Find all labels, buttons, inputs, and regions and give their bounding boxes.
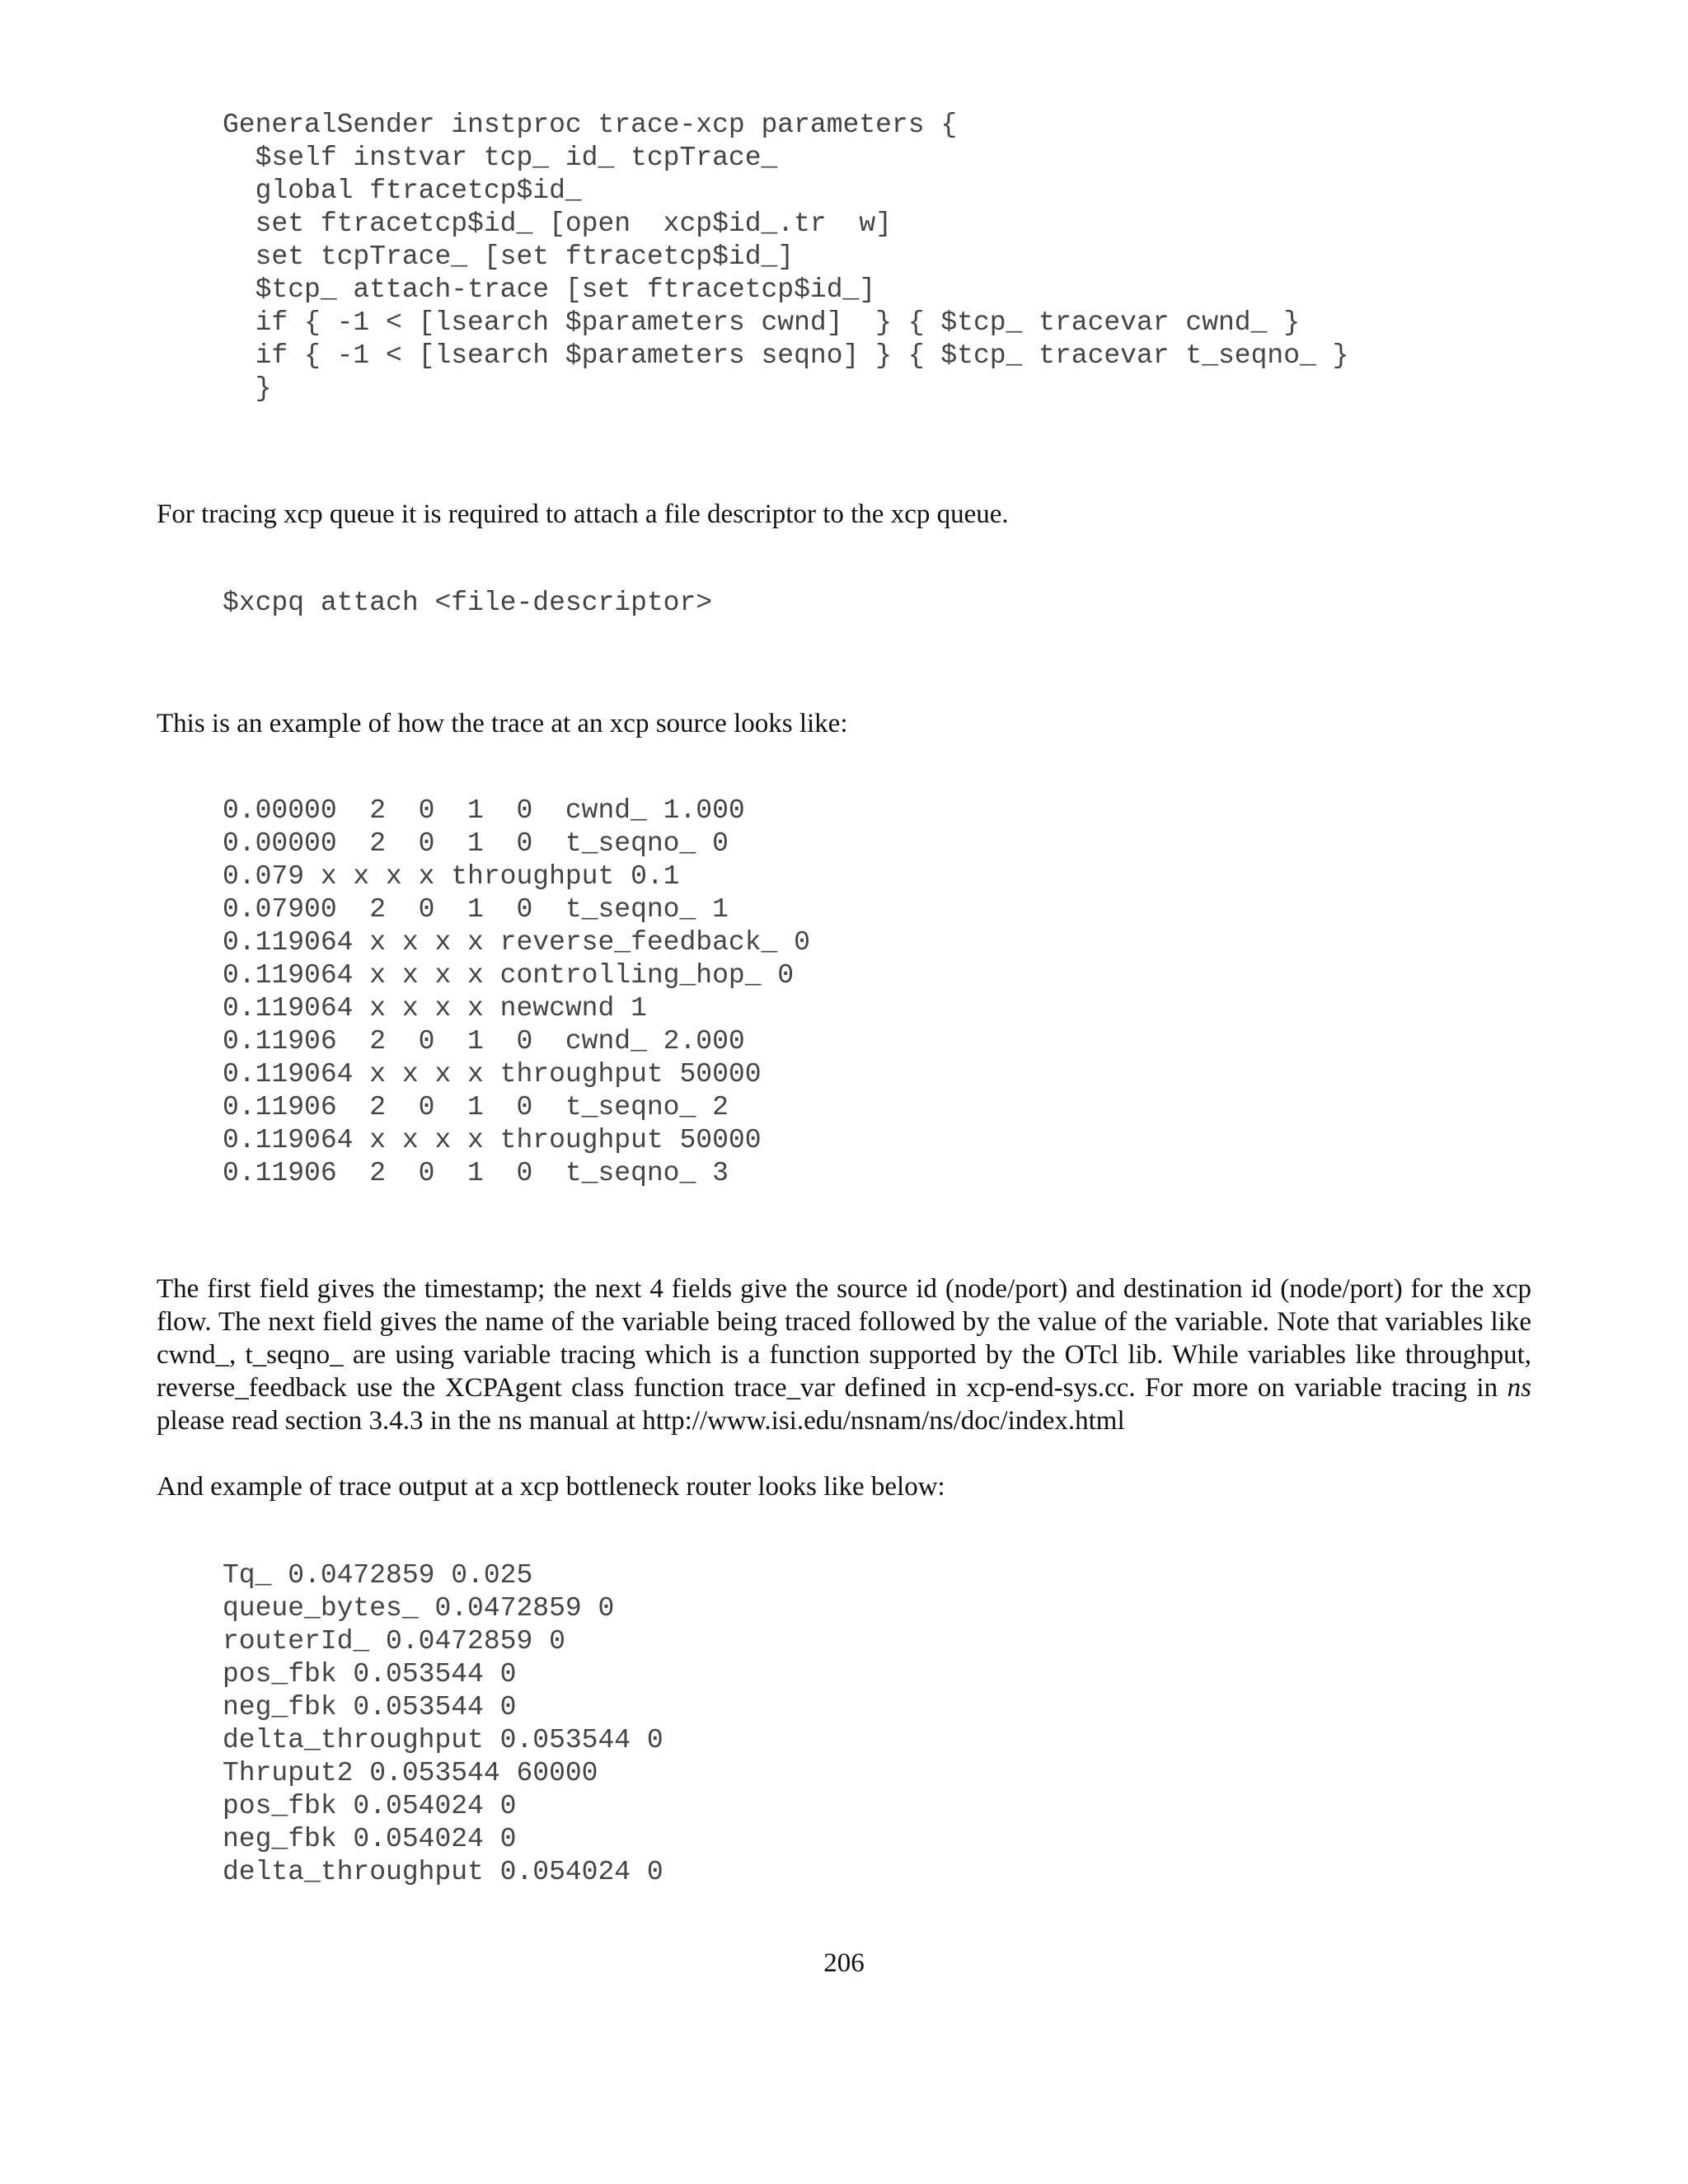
paragraph-router-trace-intro: And example of trace output at a xcp bottleneck router looks like below:	[157, 1472, 945, 1502]
paragraph-text: The first field gives the timestamp; the next 4 fields give the source id (node/port) and destination id (node/port) for the xcp flow. The next field gives the name of the variable being traced followed by the value of the variable. Note that variables like cwnd_, t_seqno_ are using variable tracing which is a function supported by the OTcl lib. While variables like throughput, reverse_feedback use the XCPAgent class function trace_var defined in xcp-end-sys.cc. For more on variable tracing in	[157, 1274, 1531, 1403]
code-block-router-trace	[223, 1559, 663, 1889]
code-line: 0.119064 x x x x throughput 50000	[223, 1059, 762, 1090]
code-line: pos_fbk 0.054024 0	[223, 1791, 517, 1821]
code-line: 0.119064 x x x x throughput 50000	[223, 1125, 762, 1155]
code-line: $tcp_ attach-trace [set ftracetcp$id_]	[223, 274, 876, 305]
code-line: queue_bytes_ 0.0472859 0	[223, 1593, 615, 1624]
code-line: 0.119064 x x x x reverse_feedback_ 0	[223, 927, 810, 958]
code-line: delta_throughput 0.053544 0	[223, 1725, 663, 1755]
code-line: set ftracetcp$id_ [open xcp$id_.tr w]	[223, 209, 892, 239]
code-block-xcpq-attach	[223, 587, 712, 620]
paragraph-xcp-queue-tracing: For tracing xcp queue it is required to attach a file descriptor to the xcp queue.	[157, 499, 1009, 529]
code-block-trace-xcp	[223, 109, 1348, 405]
code-line: 0.00000 2 0 1 0 t_seqno_ 0	[223, 828, 729, 859]
code-line: set tcpTrace_ [set ftracetcp$id_]	[223, 241, 795, 272]
code-line: $self instvar tcp_ id_ tcpTrace_	[223, 143, 778, 173]
paragraph-text: please read section 3.4.3 in the ns manual at http://www.isi.edu/nsnam/ns/doc/index.html	[157, 1406, 1125, 1436]
code-line: }	[223, 373, 272, 404]
code-block-source-trace	[223, 794, 810, 1190]
code-line: GeneralSender instproc trace-xcp parameters {	[223, 110, 958, 140]
code-line: neg_fbk 0.054024 0	[223, 1824, 517, 1854]
code-line: 0.079 x x x x throughput 0.1	[223, 861, 680, 892]
code-line: 0.11906 2 0 1 0 t_seqno_ 3	[223, 1158, 729, 1188]
page-number: 206	[823, 1948, 865, 1978]
code-line: pos_fbk 0.053544 0	[223, 1659, 517, 1690]
code-line: neg_fbk 0.053544 0	[223, 1692, 517, 1722]
code-line: routerId_ 0.0472859 0	[223, 1626, 565, 1657]
ns-italic-text: ns	[1507, 1373, 1531, 1403]
code-line: $xcpq attach <file-descriptor>	[223, 588, 713, 618]
code-line: 0.11906 2 0 1 0 cwnd_ 2.000	[223, 1026, 745, 1057]
code-line: Tq_ 0.0472859 0.025	[223, 1560, 533, 1591]
code-line: if { -1 < [lsearch $parameters seqno] } { $tcp_ tracevar t_seqno_ }	[223, 340, 1349, 371]
code-line: 0.07900 2 0 1 0 t_seqno_ 1	[223, 894, 729, 925]
paragraph-field-explanation	[157, 1272, 1531, 1437]
code-line: 0.11906 2 0 1 0 t_seqno_ 2	[223, 1092, 729, 1122]
code-line: if { -1 < [lsearch $parameters cwnd] } { $tcp_ tracevar cwnd_ }	[223, 307, 1301, 338]
code-line: delta_throughput 0.054024 0	[223, 1857, 663, 1887]
code-line: Thruput2 0.053544 60000	[223, 1758, 598, 1788]
code-line: 0.00000 2 0 1 0 cwnd_ 1.000	[223, 795, 745, 826]
code-line: global ftracetcp$id_	[223, 176, 582, 206]
code-line: 0.119064 x x x x newcwnd 1	[223, 993, 647, 1024]
paragraph-source-trace-intro: This is an example of how the trace at an xcp source looks like:	[157, 709, 848, 738]
code-line: 0.119064 x x x x controlling_hop_ 0	[223, 960, 795, 991]
